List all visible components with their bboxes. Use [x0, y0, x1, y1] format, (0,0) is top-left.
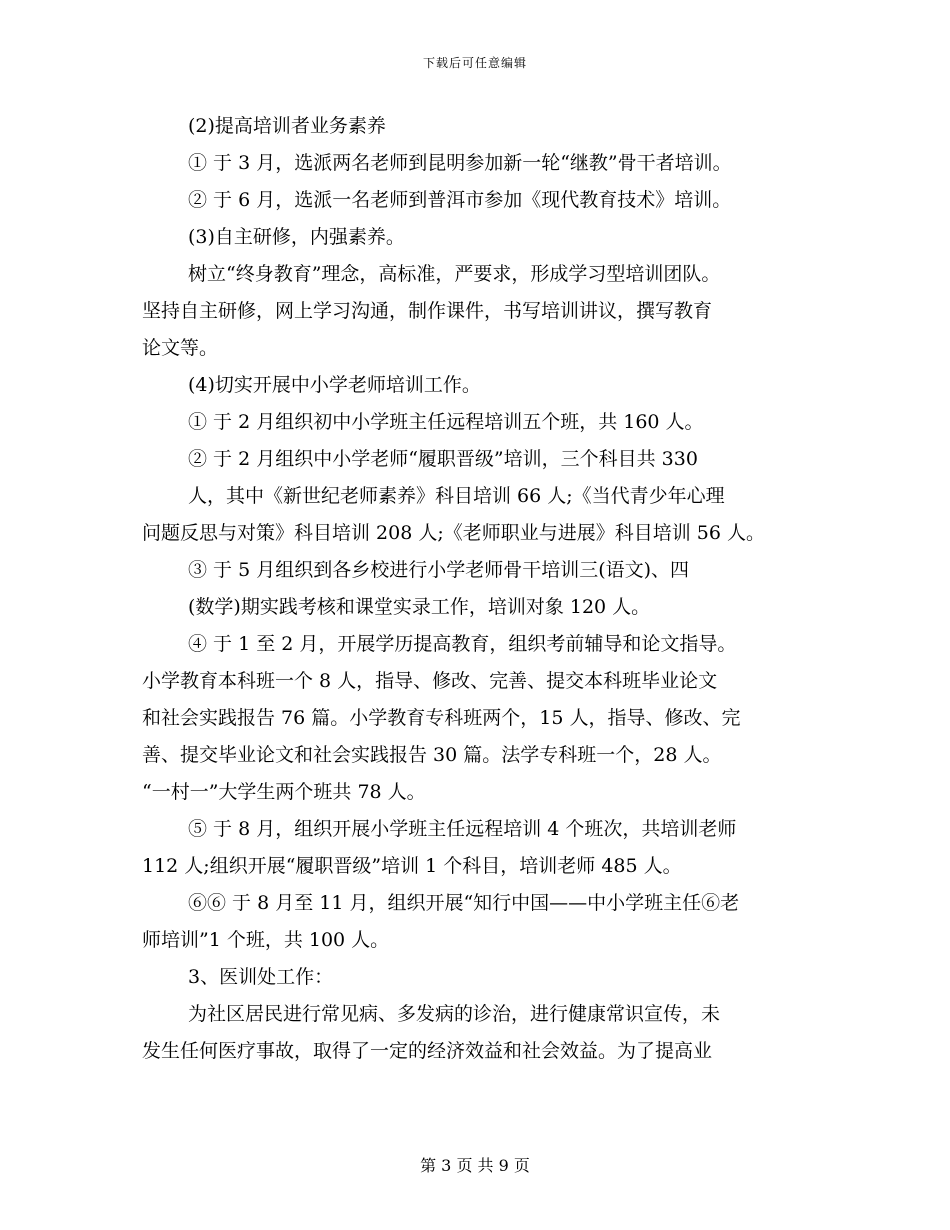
body-line: 人，其中《新世纪老师素养》科目培训 66 人;《当代青少年心理 [188, 485, 725, 507]
body-line: 树立“终身教育”理念，高标准，严要求，形成学习型培训团队。 [188, 263, 721, 285]
body-line: 师培训”1 个班，共 100 人。 [142, 929, 390, 951]
body-line: 论文等。 [142, 337, 219, 359]
body-line: (2)提高培训者业务素养 [188, 115, 386, 137]
body-line: 和社会实践报告 76 篇。小学教育专科班两个，15 人，指导、修改、完 [142, 707, 741, 729]
page-header: 下载后可任意编辑 [422, 56, 527, 70]
body-line: (4)切实开展中小学老师培训工作。 [188, 374, 481, 396]
body-line: ① 于 3 月，选派两名老师到昆明参加新一轮“继教”骨干者培训。 [188, 152, 732, 174]
page-footer: 第 3 页 共 9 页 [420, 1156, 530, 1175]
body-line: (数学)期实践考核和课堂实录工作，培训对象 120 人。 [188, 596, 651, 618]
body-line: ⑥⑥ 于 8 月至 11 月，组织开展“知行中国——中小学班主任⑥老 [188, 892, 740, 914]
body-line: ② 于 6 月，选派一名老师到普洱市参加《现代教育技术》培训。 [188, 189, 732, 211]
body-line: 112 人;组织开展“履职晋级”培训 1 个科目，培训老师 485 人。 [142, 855, 682, 877]
body-line: 问题反思与对策》科目培训 208 人;《老师职业与进展》科目培训 56 人。 [142, 522, 766, 544]
body-line: ⑤ 于 8 月，组织开展小学班主任远程培训 4 个班次，共培训老师 [188, 818, 737, 840]
body-line: 小学教育本科班一个 8 人，指导、修改、完善、提交本科班毕业论文 [142, 670, 718, 692]
body-line: 为社区居民进行常见病、多发病的诊治，进行健康常识宣传，未 [188, 1003, 721, 1025]
section-heading: 3、医训处工作： [188, 966, 334, 988]
body-line: ① 于 2 月组织初中小学班主任远程培训五个班，共 160 人。 [188, 411, 704, 433]
body-line: “一村一”大学生两个班共 78 人。 [142, 781, 426, 803]
body-line: ③ 于 5 月组织到各乡校进行小学老师骨干培训三(语文)、四 [188, 559, 690, 581]
body-line: (3)自主研修，内强素养。 [188, 226, 405, 248]
body-line: ④ 于 1 至 2 月，开展学历提高教育，组织考前辅导和论文指导。 [188, 633, 737, 655]
body-line: ② 于 2 月组织中小学老师“履职晋级”培训，三个科目共 330 [188, 448, 698, 470]
body-line: 善、提交毕业论文和社会实践报告 30 篇。法学专科班一个，28 人。 [142, 744, 722, 766]
body-line: 发生任何医疗事故，取得了一定的经济效益和社会效益。为了提高业 [142, 1040, 713, 1062]
body-line: 坚持自主研修，网上学习沟通，制作课件，书写培训讲议，撰写教育 [142, 300, 713, 322]
